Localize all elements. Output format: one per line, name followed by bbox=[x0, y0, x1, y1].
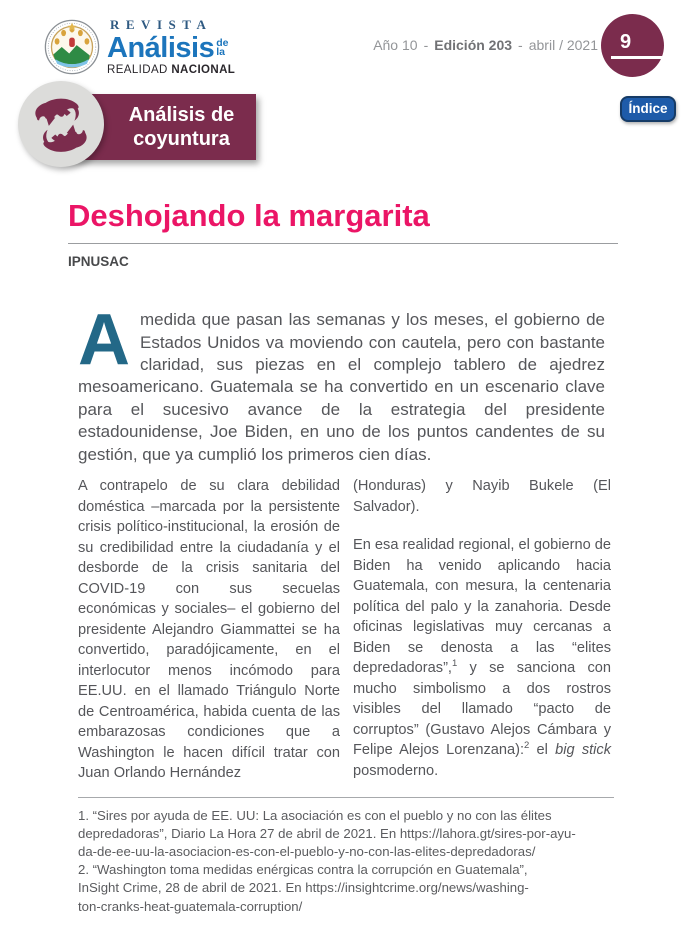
title-divider bbox=[68, 243, 618, 244]
intro-paragraph bbox=[78, 300, 605, 466]
masthead-subtitle: REALIDAD NACIONAL bbox=[107, 64, 236, 76]
indice-button[interactable]: Índice bbox=[620, 96, 676, 122]
edition-date: abril / 2021 bbox=[528, 37, 598, 53]
masthead-title: Análisis bbox=[107, 32, 215, 64]
footnote-line: InSight Crime, 28 de abril de 2021. En https://insightcrime.org/news/washing- bbox=[78, 880, 529, 896]
masthead-dela: de la bbox=[216, 37, 229, 58]
masthead-kicker: REVISTA bbox=[110, 17, 213, 32]
footnote-line: ton-cranks-heat-guatemala-corruption/ bbox=[78, 898, 303, 914]
left-column bbox=[78, 476, 340, 784]
page-number: 9 bbox=[619, 31, 632, 53]
edition-year: Año 10 bbox=[373, 37, 418, 53]
dropcap: A bbox=[78, 300, 130, 381]
footnote-divider bbox=[78, 797, 614, 798]
body-paragraph: A contrapelo de su clara debilidad doméstica –marcada por la persistente crisis político-institucional, la erosión de su credibilidad entre la ciudadanía y el desborde de la crisis sanitaria del COVID-19 con sus secuelas económicas y sociales– el gobierno del presidente Alejandro Giammattei se ha convertido, paradójicamente, en el interlocutor menos incómodo para EE.UU. en el llamado Triángulo Norte de Centroamérica, habida cuenta de las embarazosas condiciones que a Washington le hacen difícil tratar con Juan Orlando Hernández bbox=[78, 478, 340, 782]
edition-number: Edición 203 bbox=[434, 37, 513, 53]
two-column-body bbox=[78, 476, 618, 784]
body-paragraph: (Honduras) y Nayib Bukele (El Salvador). bbox=[353, 478, 611, 515]
hands-cycle-icon bbox=[29, 92, 93, 156]
intro-text: medida que pasan las semanas y los meses, el gobierno de Estados Unidos va moviendo con cautela, pero con bastante claridad, sus piezas en el complejo tablero de ajedrez mesoamericano. Guatemala se ha convertido en un escenario clave para el sucesivo avance de la estrategia del presidente estadounidense, Joe Biden, en uno de los puntos candentes de su gestión, que ya cumplió los primeros cien días. bbox=[78, 310, 605, 464]
right-column bbox=[353, 476, 611, 784]
article-title: Deshojando la margarita bbox=[68, 198, 430, 233]
body-paragraph: En esa realidad regional, el gobierno de Biden ha venido aplicando hacia Guatemala, con mesura, la centenaria política del palo y la zanahoria. Desde oficinas legislativas muy cercanas a Biden se denosta a las “elites depredadoras”,$^1$ y se sanciona con mucho simbolismo a dos rostros visibles del llamado “pacto de corruptos” (Gustavo Alejos Cámbara y Felipe Alejos Lorenzana):$^2$ el big stick posmoderno. bbox=[353, 537, 612, 779]
footnote-ref-2: 2 bbox=[524, 740, 530, 752]
page-number-underline bbox=[611, 56, 686, 59]
separator: - bbox=[518, 37, 523, 53]
footnote-line: da-de-ee-uu-la-asociacion-es-con-el-pueblo-y-no-con-las-elites-depredadoras/ bbox=[78, 843, 536, 859]
footnote-line: depredadoras”, Diario La Hora 27 de abril de 2021. En https://lahora.gt/sires-por-ayu- bbox=[78, 825, 576, 841]
footnote-ref-1: 1 bbox=[451, 658, 458, 670]
article-author: IPNUSAC bbox=[68, 254, 129, 270]
footnotes bbox=[78, 807, 618, 916]
italic-phrase: big stick bbox=[555, 742, 612, 759]
footnote-line: 1. “Sires por ayuda de EE. UU: La asociación es con el pueblo y no con las élites bbox=[78, 807, 552, 823]
footnote-line: 2. “Washington toma medidas enérgicas contra la corrupción en Guatemala”, bbox=[78, 862, 528, 878]
section-banner-label: Análisis de coyuntura bbox=[59, 94, 256, 160]
separator: - bbox=[423, 37, 429, 53]
section-banner bbox=[18, 81, 278, 173]
